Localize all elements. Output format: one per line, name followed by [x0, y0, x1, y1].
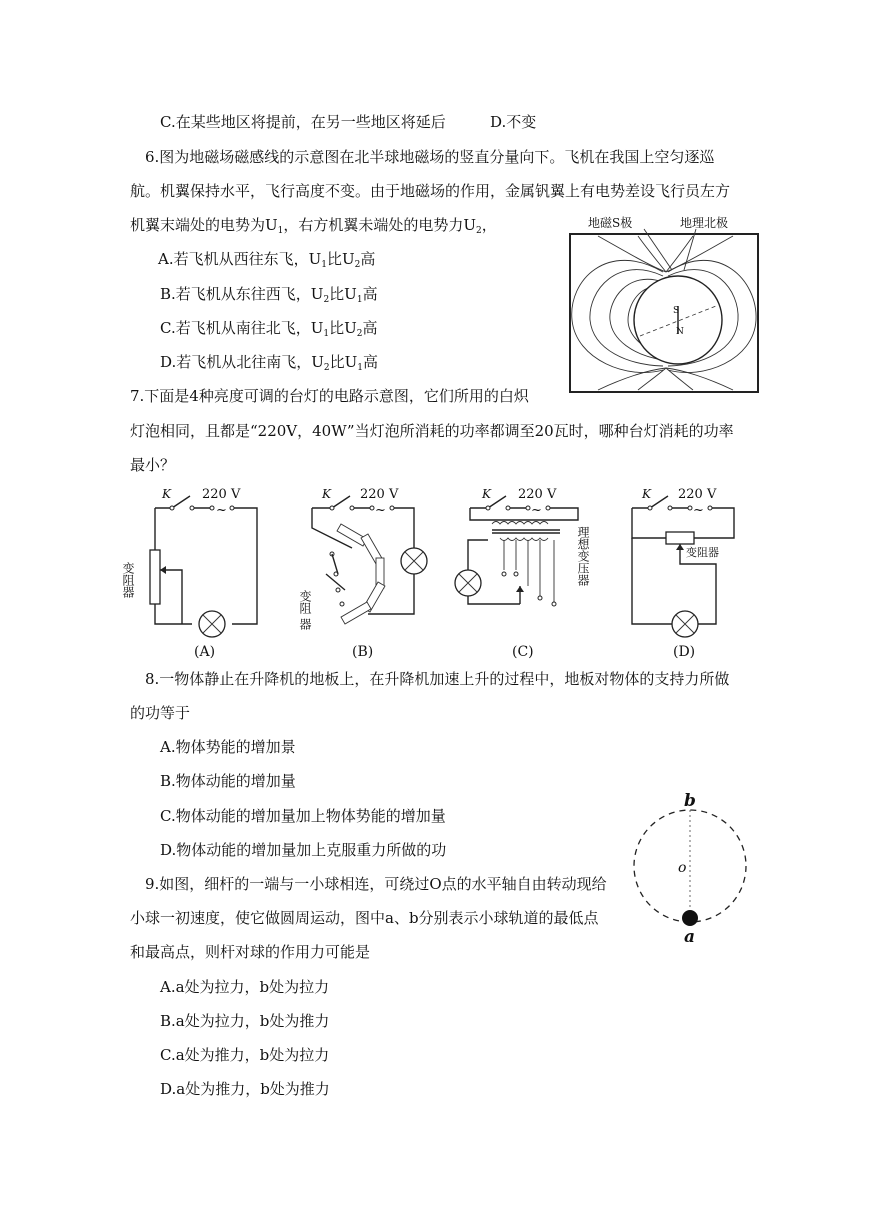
svg-text:220 V: 220 V	[360, 487, 399, 502]
q7-stem-line2: 灯泡相同，且都是“220V，40W”当灯泡所消耗的功率都调至20瓦时，哪种台灯消耗的功率	[130, 422, 734, 440]
q8-option-a: A.物体势能的增加景	[160, 738, 296, 756]
circuit-d-rheostat-label: 变阻器	[686, 546, 719, 559]
compass-s-label: S	[673, 306, 680, 316]
q8-option-d: D.物体动能的增加量加上克服重力所做的功	[160, 841, 447, 859]
q8-option-c: C.物体动能的增加量加上物体势能的增加量	[160, 807, 446, 825]
svg-text:220 V: 220 V	[202, 487, 241, 502]
q8-stem-line2: 的功等于	[130, 704, 191, 722]
point-o-label: o	[678, 860, 687, 876]
geomagnetic-s-pole-label: 地磁S极	[588, 216, 633, 230]
circuit-b-rheostat-label: 变阻 器	[298, 590, 312, 630]
q6-option-a: A.若飞机从西往东飞，$U_1$比$U_2$高	[158, 250, 376, 270]
svg-text:220 V: 220 V	[518, 487, 557, 502]
circuit-a-rheostat-label: 变阻器	[121, 562, 135, 598]
q7-stem-line3: 最小？	[130, 456, 176, 474]
circuit-a-label: (A)	[194, 644, 216, 660]
q9-circular-motion-figure	[624, 786, 754, 946]
svg-text:~: ~	[375, 503, 386, 518]
q5-option-d: D.不变	[490, 113, 537, 131]
q9-stem-line2: 小球一初速度，使它做圆周运动，图中a、b分别表示小球轨道的最低点	[130, 909, 599, 927]
svg-text:220 V: 220 V	[678, 487, 717, 502]
q7-stem-line1: 7.下面是4种亮度可调的台灯的电路示意图，它们所用的白炽	[130, 387, 529, 405]
circuit-d	[632, 487, 734, 660]
q9-option-c: C.a处为推力，b处为拉力	[160, 1046, 330, 1064]
q9-option-b: B.a处为拉力，b处为推力	[160, 1012, 330, 1030]
circuit-c	[455, 487, 590, 660]
compass-n-label: N	[676, 327, 684, 337]
svg-text:~: ~	[531, 503, 542, 518]
q9-stem-line1: 9.如图，细杆的一端与一小球相连，可绕过O点的水平轴自由转动现给	[145, 875, 607, 893]
q9-option-a: A.a处为拉力，b处为拉力	[160, 978, 330, 996]
ball	[682, 910, 698, 926]
q9-option-d: D.a处为推力，b处为推力	[160, 1080, 330, 1098]
q5-option-c: C.在某些地区将提前，在另一些地区将延后	[160, 113, 446, 131]
circuit-a	[121, 487, 257, 660]
q8-stem-line1: 8.一物体静止在升降机的地板上，在升降机加速上升的过程中，地板对物体的支持力所做	[145, 670, 730, 688]
circuit-b	[298, 487, 427, 660]
q6-stem-line3: 机翼末端处的电势为$U_1$，右方机翼未端处的电势力$U_2$，	[130, 216, 497, 236]
svg-text:K: K	[162, 487, 171, 501]
point-a-label: a	[684, 927, 696, 946]
svg-text:~: ~	[693, 503, 704, 518]
q6-option-b: B.若飞机从东往西飞，$U_2$比$U_1$高	[160, 285, 378, 305]
geographic-north-pole-label: 地理北极	[680, 216, 729, 230]
q6-option-d: D.若飞机从北往南飞，$U_2$比$U_1$高	[160, 353, 379, 373]
geomagnetic-field-figure	[568, 210, 760, 395]
q6-option-c: C.若飞机从南往北飞，$U_1$比$U_2$高	[160, 319, 378, 339]
svg-text:~: ~	[216, 503, 227, 518]
q7-circuit-figures	[120, 478, 745, 663]
point-b-label: b	[684, 791, 696, 811]
circuit-d-label: (D)	[673, 644, 696, 660]
q6-stem-line1: 6.图为地磁场磁感线的示意图在北半球地磁场的竖直分量向下。飞机在我国上空匀逐巡	[145, 148, 715, 166]
circuit-c-transformer-label: 理想变压器	[576, 526, 590, 586]
svg-text:K: K	[642, 487, 651, 501]
q8-option-b: B.物体动能的增加量	[160, 772, 296, 790]
circuit-b-label: (B)	[352, 644, 374, 660]
svg-text:K: K	[322, 487, 331, 501]
svg-text:K: K	[482, 487, 491, 501]
circuit-c-label: (C)	[512, 644, 534, 660]
q6-stem-line2: 航。机翼保持水平，飞行高度不变。由于地磁场的作用，金属钒翼上有电势差设飞行员左方	[130, 182, 731, 200]
q9-stem-line3: 和最高点，则杆对球的作用力可能是	[130, 943, 371, 961]
